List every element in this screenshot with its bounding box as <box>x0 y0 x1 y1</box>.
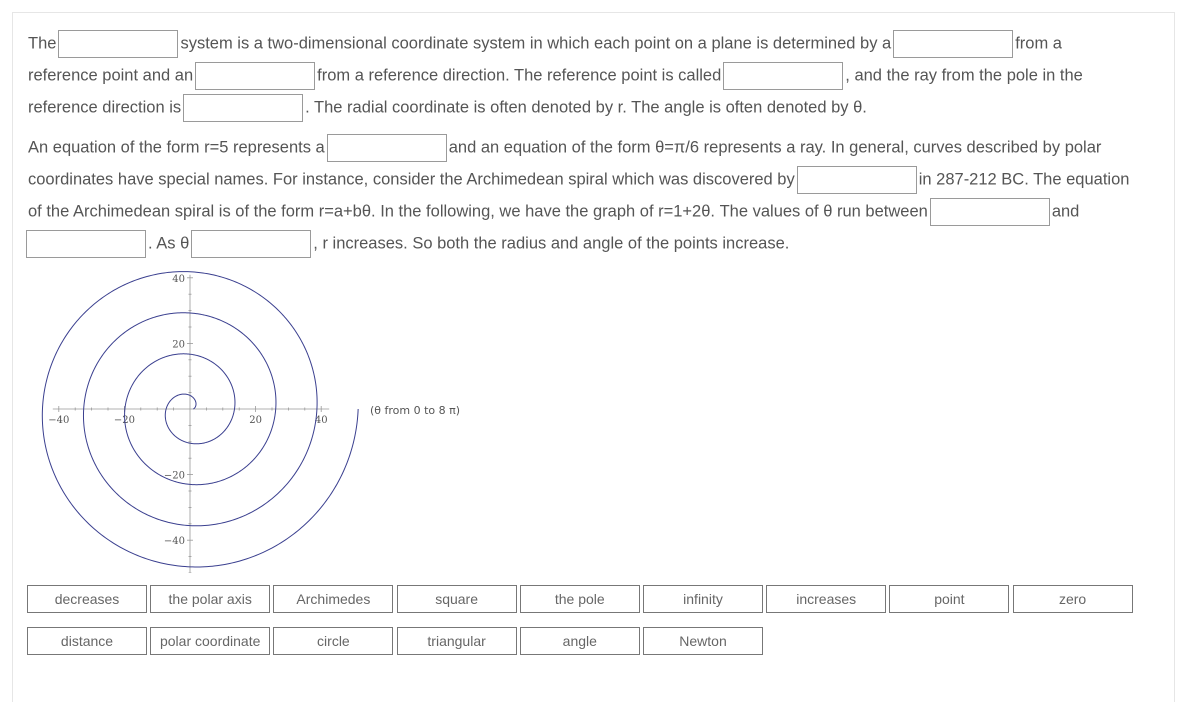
word-tile-archimedes[interactable]: Archimedes <box>273 585 393 613</box>
word-tile-triangular[interactable]: triangular <box>397 627 517 655</box>
drop-blank-1[interactable] <box>58 30 178 58</box>
word-tile-circle[interactable]: circle <box>273 627 393 655</box>
drop-blank-6[interactable] <box>327 134 447 162</box>
text-segment: in 287-212 BC. The equation <box>918 170 1130 189</box>
text-segment: . The radial coordinate is often denoted by r. The angle is often denoted by θ. <box>305 98 867 117</box>
text-segment: from a reference direction. The reference point is called <box>317 66 722 85</box>
paragraph-1-line-2 <box>28 60 1083 90</box>
word-tile-polar-coordinate[interactable]: polar coordinate <box>150 627 270 655</box>
word-tile-newton[interactable]: Newton <box>643 627 763 655</box>
paragraph-1-line-3 <box>28 92 867 122</box>
text-segment: reference direction is <box>28 98 182 117</box>
word-tile-the-polar-axis[interactable]: the polar axis <box>150 585 270 613</box>
word-tile-infinity[interactable]: infinity <box>643 585 763 613</box>
text-segment: coordinates have special names. For instance, consider the Archimedean spiral which was discovered by <box>28 170 795 189</box>
drop-blank-3[interactable] <box>195 62 315 90</box>
text-segment: of the Archimedean spiral is of the form r=a+bθ. In the following, we have the graph of r=1+2θ. The values of θ run between <box>28 202 928 221</box>
text-segment: , and the ray from the pole in the <box>845 66 1083 85</box>
text-segment: . As θ <box>148 234 190 253</box>
text-segment: system is a two-dimensional coordinate system in which each point on a plane is determined by a <box>180 34 892 53</box>
drop-blank-8[interactable] <box>930 198 1050 226</box>
y-tick-label: 20 <box>172 339 185 351</box>
word-tile-increases[interactable]: increases <box>766 585 886 613</box>
word-tile-angle[interactable]: angle <box>520 627 640 655</box>
text-segment: and <box>1051 202 1080 221</box>
word-tile-point[interactable]: point <box>889 585 1009 613</box>
y-tick-label: −40 <box>163 536 185 548</box>
y-tick-label: −20 <box>163 470 185 482</box>
paragraph-2-line-1 <box>28 132 1101 162</box>
text-segment: from a <box>1015 34 1062 53</box>
paragraph-2-line-4 <box>26 228 789 258</box>
drop-blank-10[interactable] <box>191 230 311 258</box>
x-tick-label: 40 <box>314 415 328 426</box>
x-tick-label: −20 <box>113 415 135 426</box>
text-segment: and an equation of the form θ=π/6 represents a ray. In general, curves described by polar <box>448 138 1102 157</box>
text-segment: The <box>28 34 57 53</box>
spiral-chart <box>28 268 488 573</box>
x-tick-label: 20 <box>249 415 262 426</box>
text-segment: reference point and an <box>28 66 194 85</box>
drop-blank-9[interactable] <box>26 230 146 258</box>
drop-blank-7[interactable] <box>797 166 917 194</box>
paragraph-2-line-2 <box>28 164 1129 194</box>
drop-blank-2[interactable] <box>893 30 1013 58</box>
text-segment: An equation of the form r=5 represents a <box>28 138 325 157</box>
word-tile-distance[interactable]: distance <box>27 627 147 655</box>
paragraph-2-line-3 <box>28 196 1079 226</box>
axes <box>48 274 329 573</box>
theta-range-caption: (θ from 0 to 8 π) <box>370 404 461 417</box>
word-tile-zero[interactable]: zero <box>1013 585 1133 613</box>
spiral-curve <box>42 272 358 567</box>
x-tick-label: −40 <box>48 415 70 426</box>
text-segment: , r increases. So both the radius and angle of the points increase. <box>313 234 790 253</box>
word-tile-decreases[interactable]: decreases <box>27 585 147 613</box>
paragraph-1-line-1 <box>28 28 1062 58</box>
drop-blank-4[interactable] <box>723 62 843 90</box>
word-tile-the-pole[interactable]: the pole <box>520 585 640 613</box>
drop-blank-5[interactable] <box>183 94 303 122</box>
y-tick-label: 40 <box>172 273 185 285</box>
word-tile-square[interactable]: square <box>397 585 517 613</box>
